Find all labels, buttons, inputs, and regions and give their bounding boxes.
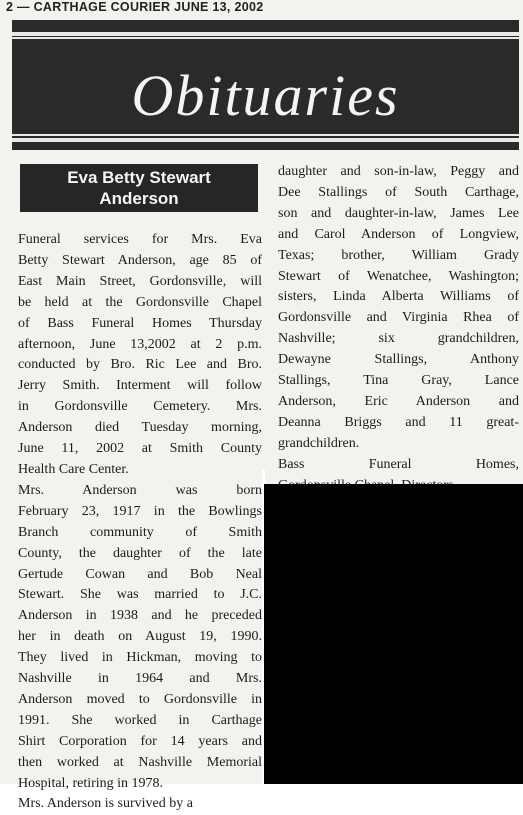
text-line: Deanna Briggs and 11 great-: [278, 414, 519, 430]
text-line: Anderson died Tuesday morning,: [18, 420, 262, 436]
running-head: 2 — CARTHAGE COURIER JUNE 13, 2002: [6, 0, 264, 14]
text-line: County, the daughter of the late: [18, 545, 262, 561]
text-line: son and daughter-in-law, James Lee: [278, 205, 519, 221]
text-line: They lived in Hickman, moving to: [18, 650, 262, 666]
text-line: Anderson in 1938 and he preceded: [18, 608, 262, 624]
text-line: be held at the Gordonsville Chapel: [18, 294, 262, 310]
obituary-name-heading: [20, 164, 258, 212]
text-line: Nashville; six grandchildren,: [278, 331, 519, 347]
text-line: Bass Funeral Homes,: [278, 456, 519, 472]
text-line: then worked at Nashville Memorial: [18, 754, 262, 770]
text-line: Nashville in 1964 and Mrs.: [18, 671, 262, 687]
text-line: Funeral services for Mrs. Eva: [18, 232, 262, 247]
text-line: Stewart of Wenatchee, Washington;: [278, 268, 519, 284]
text-line: conducted by Bro. Ric Lee and Bro.: [18, 357, 262, 373]
text-line: afternoon, June 13,2002 at 2 p.m.: [18, 336, 262, 352]
banner-bottom-rule-thin: [12, 134, 519, 136]
text-line: Texas; brother, William Grady: [278, 247, 519, 263]
text-line: Hospital, retiring in 1978.: [18, 775, 164, 791]
text-line: Mrs. Anderson is survived by a: [18, 796, 193, 812]
text-line: Dee Stallings of South Carthage,: [278, 184, 519, 200]
text-line: Mrs. Anderson was born: [18, 482, 262, 498]
banner-top-rule-thin: [12, 37, 519, 39]
text-line: grandchildren.: [278, 435, 360, 451]
text-line: East Main Street, Gordonsville, will: [18, 273, 262, 289]
obituary-column-right: [278, 162, 519, 497]
text-line: February 23, 1917 in the Bowlings: [18, 503, 262, 519]
text-line: of Bass Funeral Homes Thursday: [18, 315, 262, 331]
text-line: 1991. She worked in Carthage: [18, 712, 262, 728]
text-line: Gertude Cowan and Bob Neal: [18, 566, 262, 582]
banner-bottom-rule: [12, 138, 519, 142]
text-line: Anderson, Eric Anderson and: [278, 393, 519, 409]
text-line: Branch community of Smith: [18, 524, 262, 540]
text-line: her in death on August 19, 1990.: [18, 629, 262, 645]
text-line: Anderson moved to Gordonsville in: [18, 691, 262, 707]
text-line: Health Care Center.: [18, 461, 129, 477]
banner-title: Obituaries: [131, 63, 400, 128]
text-line: Stallings, Tina Gray, Lance: [278, 373, 519, 389]
text-line: and Carol Anderson of Longview,: [278, 226, 519, 242]
name-line-1: Eva Betty Stewart: [67, 168, 211, 187]
text-line: in Gordonsville Cemetery. Mrs.: [18, 399, 262, 415]
text-line: Shirt Corporation for 14 years and: [18, 733, 262, 749]
blacked-out-area: [264, 484, 523, 784]
obituaries-banner: [12, 20, 519, 150]
text-line: Dewayne Stallings, Anthony: [278, 352, 519, 368]
text-line: Stewart. She was married to J.C.: [18, 587, 262, 603]
banner-top-rule: [12, 32, 519, 36]
text-line: Gordonsville and Virginia Rhea of: [278, 310, 519, 326]
text-line: daughter and son-in-law, Peggy and: [278, 164, 519, 179]
text-line: sisters, Linda Alberta Williams of: [278, 289, 519, 305]
text-line: Betty Stewart Anderson, age 85 of: [18, 252, 262, 268]
name-line-2: Anderson: [99, 189, 179, 208]
obituary-column-left: [18, 230, 262, 815]
text-line: Jerry Smith. Interment will follow: [18, 378, 262, 394]
text-line: June 11, 2002 at Smith County: [18, 441, 262, 457]
